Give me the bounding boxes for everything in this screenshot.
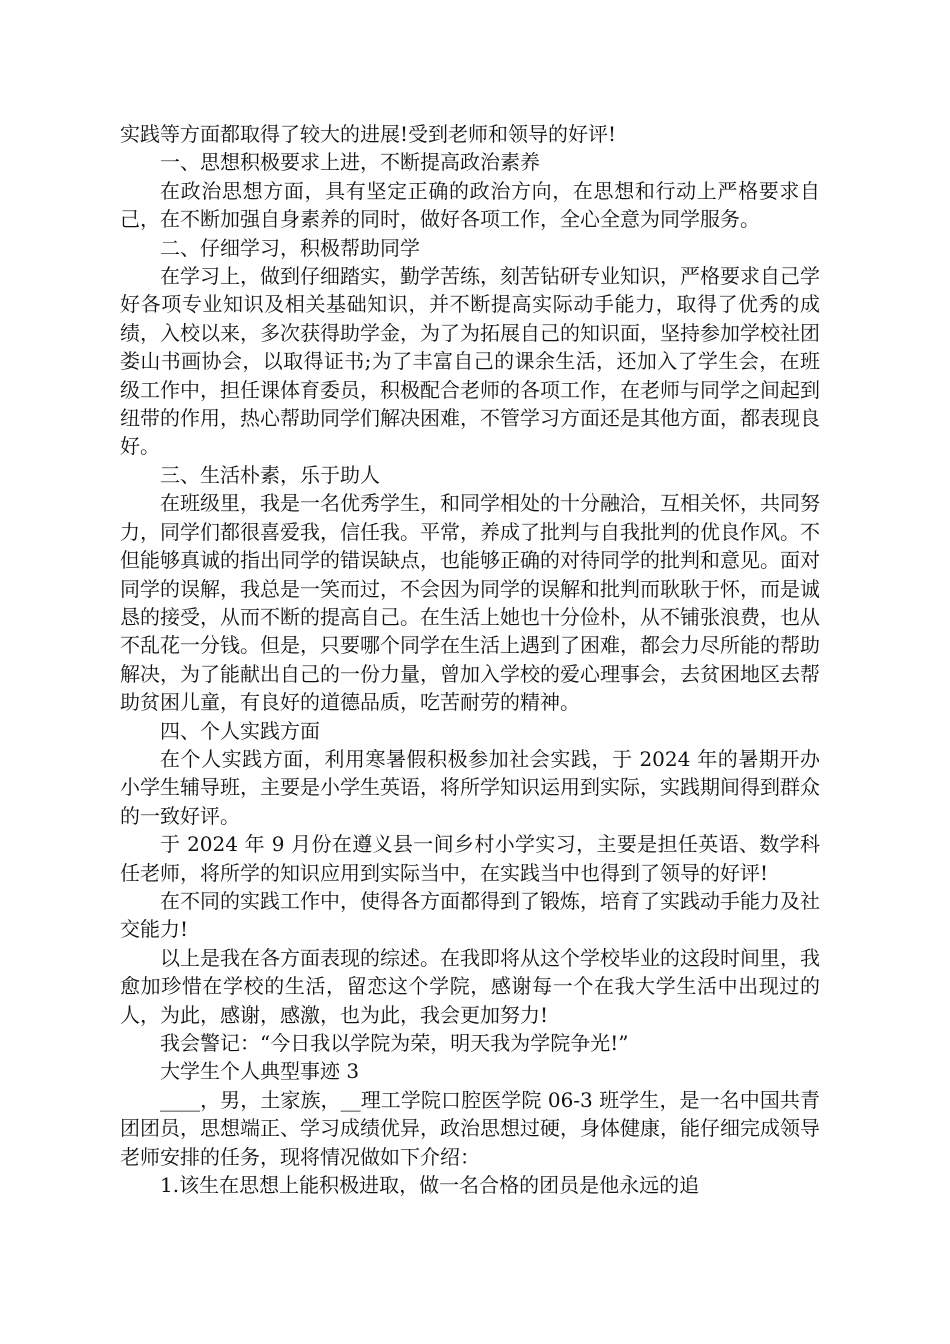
section-heading-1: 一、思想积极要求上进，不断提高政治素养 [160,150,540,175]
section-heading-2: 二、仔细学习，积极帮助同学 [160,235,420,260]
section-heading-4: 四、个人实践方面 [160,718,320,743]
section-title-example-3: 大学生个人典型事迹 3 [160,1059,360,1084]
paragraph-intro-continuation: 实践等方面都取得了较大的进展!受到老师和领导的好评! [120,122,617,146]
paragraph-summary: 以上是我在各方面表现的综述。在我即将从这个学校毕业的这段时间里，我愈加珍惜在学校的生活，留恋这个学院，感谢每一个在我大学生活中出现过的人，为此，感谢，感激，也为此，我会更加努力! [120,945,820,1027]
paragraph-student-intro: ____，男，土家族，__理工学院口腔医学院 06-3 班学生，是一名中国共青团团员，思想端正、学习成绩优异，政治思想过硬，身体健康，能仔细完成领导老师安排的任务，现将情况做如下介绍： [120,1087,820,1169]
paragraph-practice-2: 于 2024 年 9 月份在遵义县一间乡村小学实习，主要是担任英语、数学科任老师，将所学的知识应用到实际当中，在实践当中也得到了领导的好评! [120,832,820,885]
document-page [120,120,820,1199]
paragraph-practice-1: 在个人实践方面，利用寒暑假积极参加社会实践，于 2024 年的暑期开办小学生辅导班，主要是小学生英语，将所学知识运用到实际，实践期间得到群众的一致好评。 [120,746,820,828]
paragraph-point-1: 1.该生在思想上能积极进取，做一名合格的团员是他永远的追 [160,1173,700,1198]
paragraph-life: 在班级里，我是一名优秀学生，和同学相处的十分融洽，互相关怀，共同努力，同学们都很喜爱我，信任我。平常，养成了批判与自我批判的优良作风。不但能够真诚的指出同学的错误缺点，也能够正确的对待同学的批判和意见。面对同学的误解，我总是一笑而过，不会因为同学的误解和批判而耿耿于怀，而是诚恳的接受，从而不断的提高自己。在生活上她也十分俭朴，从不铺张浪费，也从不乱花一分钱。但是，只要哪个同学在生活上遇到了困难，都会力尽所能的帮助解决，为了能献出自己的一份力量，曾加入学校的爱心理事会，去贫困地区去帮助贫困儿童，有良好的道德品质，吃苦耐劳的精神。 [120,491,820,715]
paragraph-practice-3: 在不同的实践工作中，使得各方面都得到了锻炼，培育了实践动手能力及社交能力! [120,888,820,942]
paragraph-political-thought: 在政治思想方面，具有坚定正确的政治方向，在思想和行动上严格要求自己，在不断加强自身素养的同时，做好各项工作，全心全意为同学服务。 [120,178,820,232]
paragraph-motto: 我会警记：“今日我以学院为荣，明天我为学院争光!” [160,1031,629,1055]
paragraph-study: 在学习上，做到仔细踏实，勤学苦练，刻苦钻研专业知识，严格要求自己学好各项专业知识及相关基础知识，并不断提高实际动手能力，取得了优秀的成绩，入校以来，多次获得助学金，为了为拓展自己的知识面，坚持参加学校社团娄山书画协会，以取得证书;为了丰富自己的课余生活，还加入了学生会，在班级工作中，担任课体育委员，积极配合老师的各项工作，在老师与同学之间起到纽带的作用，热心帮助同学们解决困难，不管学习方面还是其他方面，都表现良好。 [120,264,820,459]
section-heading-3: 三、生活朴素，乐于助人 [160,462,380,487]
